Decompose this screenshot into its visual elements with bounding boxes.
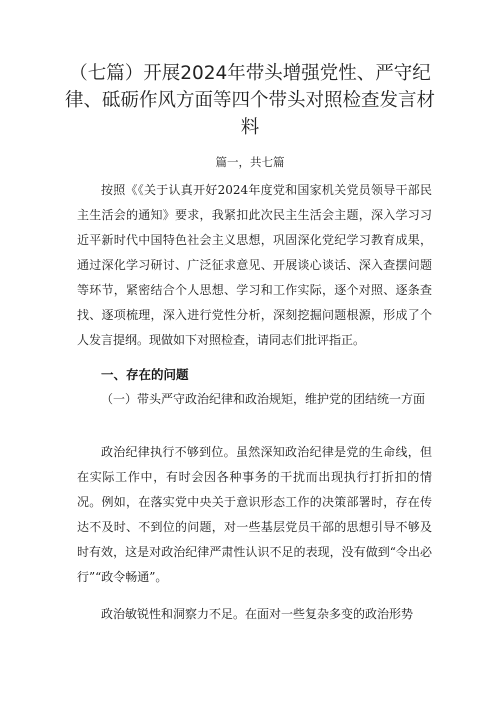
body-paragraph-2: 政治敏锐性和洞察力不足。在面对一些复杂多变的政治形势 [101, 607, 414, 621]
intro-paragraph: 按照《《关于认真开好2024年度党和国家机关党员领导干部民主生活会的通知》要求，我紧扣此次民主生活会主题，深入学习习近平新时代中国特色社会主义思想，巩固深化党纪学习教育成果，通过深化学习研讨、广泛征求意见、开展谈心谈话、深入查摆问题等环节，紧密结合个人思想、学习和工作实际，逐个对照、逐条查找、逐项梳理，深入进行党性分析，深刻挖掘问题根源，形成了个人发言提纲。现做如下对照检查，请同志们批评指正。 [77, 183, 432, 347]
document-title: （七篇）开展2024年带头增强党性、严守纪律、砥砺作风方面等四个带头对照检查发言材料 [64, 63, 435, 138]
section-heading: 一、存在的问题 [101, 367, 189, 382]
document-subtitle: 篇一，共七篇 [215, 155, 285, 169]
body-paragraph-1: 政治纪律执行不够到位。虽然深知政治纪律是党的生命线，但在实际工作中，有时会因各种事务的干扰而出现执行打折扣的情况。例如，在落实党中央关于意识形态工作的决策部署时，存在传达不及时、不到位的问题，对一些基层党员干部的思想引导不够及时有效，这是对政治纪律严肃性认识不足的表现，没有做到“令出必行”“政令畅通”。 [77, 445, 432, 584]
subsection-heading: （一）带头严守政治纪律和政治规矩，维护党的团结统一方面 [101, 392, 426, 406]
